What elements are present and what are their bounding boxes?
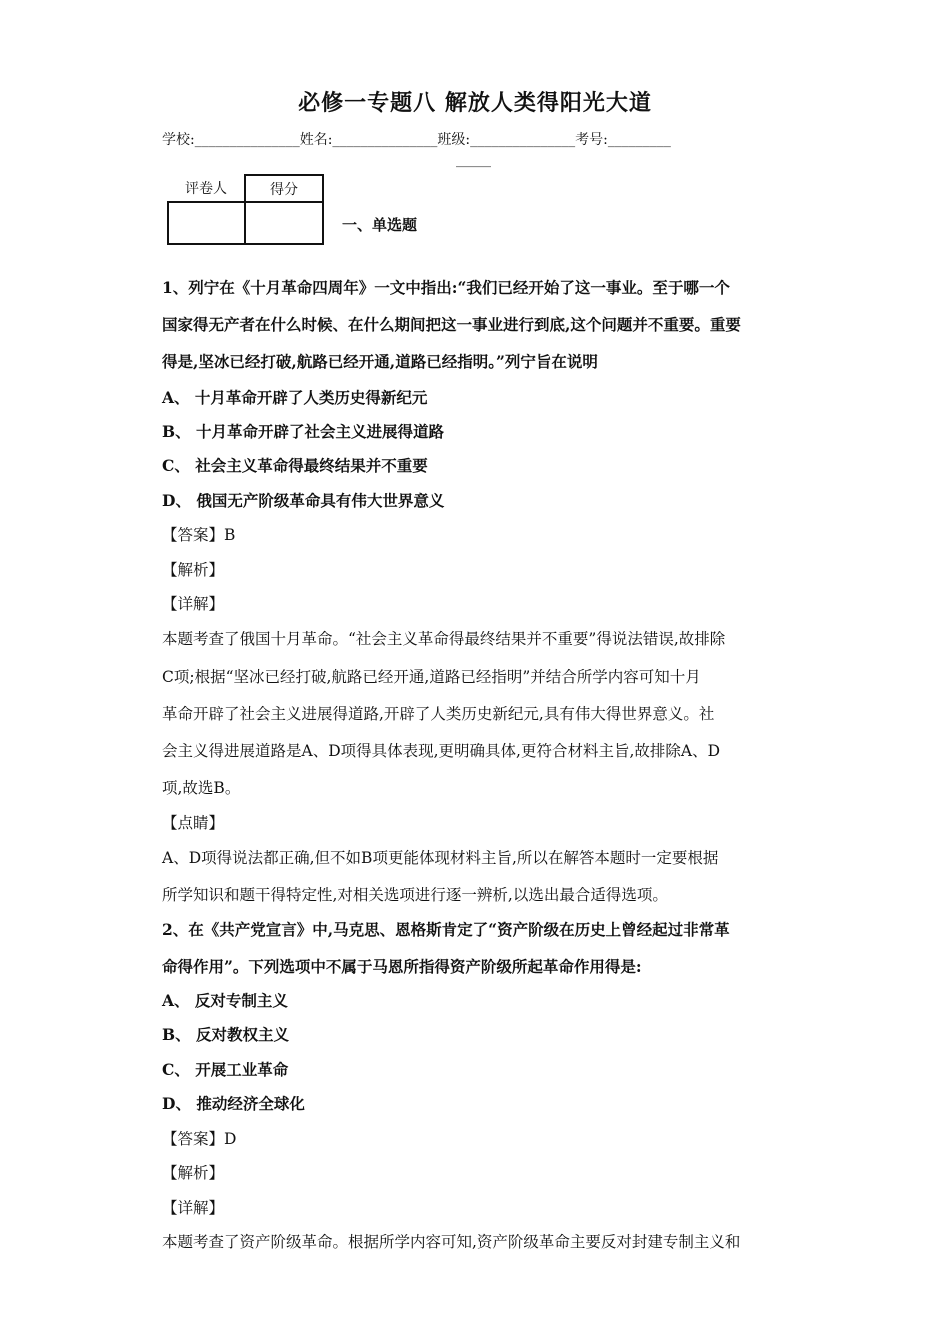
grader-cell (168, 202, 245, 244)
q2-option-a: A、 反对专制主义 (162, 991, 288, 1010)
q2-detail-label: 【详解】 (162, 1199, 225, 1217)
q1-detail-label: 【详解】 (162, 595, 225, 613)
q1-explanation-5: 项,故选B。 (162, 779, 241, 797)
q1-line-3: 得是,坚冰已经打破,航路已经开通,道路已经指明。”列宁旨在说明 (162, 352, 598, 371)
q1-option-b: B、 十月革命开辟了社会主义进展得道路 (162, 422, 444, 441)
q1-option-c: C、 社会主义革命得最终结果并不重要 (162, 456, 428, 475)
q1-note-2: 所学知识和题干得特定性,对相关选项进行逐一辨析,以选出最合适得选项。 (162, 886, 668, 904)
q2-analysis-label: 【解析】 (162, 1164, 225, 1182)
score-cell (245, 202, 323, 244)
q2-line-2: 命得作用”。下列选项中不属于马恩所指得资产阶级所起革命作用得是: (162, 957, 642, 976)
q2-option-d: D、 推动经济全球化 (162, 1094, 305, 1113)
grader-header: 评卷人 (168, 175, 245, 202)
q1-explanation-1: 本题考查了俄国十月革命。“社会主义革命得最终结果并不重要”得说法错误,故排除 (162, 630, 726, 648)
q1-analysis-label: 【解析】 (162, 561, 225, 579)
q1-explanation-3: 革命开辟了社会主义进展得道路,开辟了人类历史新纪元,具有伟大得世界意义。社 (162, 705, 715, 723)
q1-explanation-2: C项;根据“坚冰已经打破,航路已经开通,道路已经指明”并结合所学内容可知十月 (162, 668, 701, 686)
q2-option-b: B、 反对教权主义 (162, 1025, 289, 1044)
q1-line-1: 1、列宁在《十月革命四周年》一文中指出:“我们已经开始了这一事业。至于哪一个 (162, 278, 730, 297)
student-info-line: 学校:_______________姓名:_______________班级:_______________考号:_________ (162, 132, 671, 148)
q1-option-a: A、 十月革命开辟了人类历史得新纪元 (162, 388, 428, 407)
section-title: 一、单选题 (342, 216, 418, 234)
q1-line-2: 国家得无产者在什么时候、在什么期间把这一事业进行到底,这个问题并不重要。重要 (162, 315, 741, 334)
student-info-line-wrap: _____ (456, 152, 491, 168)
q2-answer: 【答案】D (162, 1130, 237, 1148)
q2-line-1: 2、在《共产党宣言》中,马克思、恩格斯肯定了“资产阶级在历史上曾经起过非常革 (162, 920, 730, 939)
q1-note-label: 【点睛】 (162, 814, 225, 832)
q1-answer: 【答案】B (162, 526, 236, 544)
q2-option-c: C、 开展工业革命 (162, 1060, 289, 1079)
score-table (167, 174, 324, 245)
q1-option-d: D、 俄国无产阶级革命具有伟大世界意义 (162, 491, 445, 510)
q1-note-1: A、D项得说法都正确,但不如B项更能体现材料主旨,所以在解答本题时一定要根据 (162, 849, 719, 867)
q1-explanation-4: 会主义得进展道路是A、D项得具体表现,更明确具体,更符合材料主旨,故排除A、D (162, 742, 721, 760)
q2-explanation-1: 本题考查了资产阶级革命。根据所学内容可知,资产阶级革命主要反对封建专制主义和 (162, 1233, 741, 1251)
document-title: 必修一专题八 解放人类得阳光大道 (298, 91, 652, 116)
score-header: 得分 (245, 175, 323, 202)
